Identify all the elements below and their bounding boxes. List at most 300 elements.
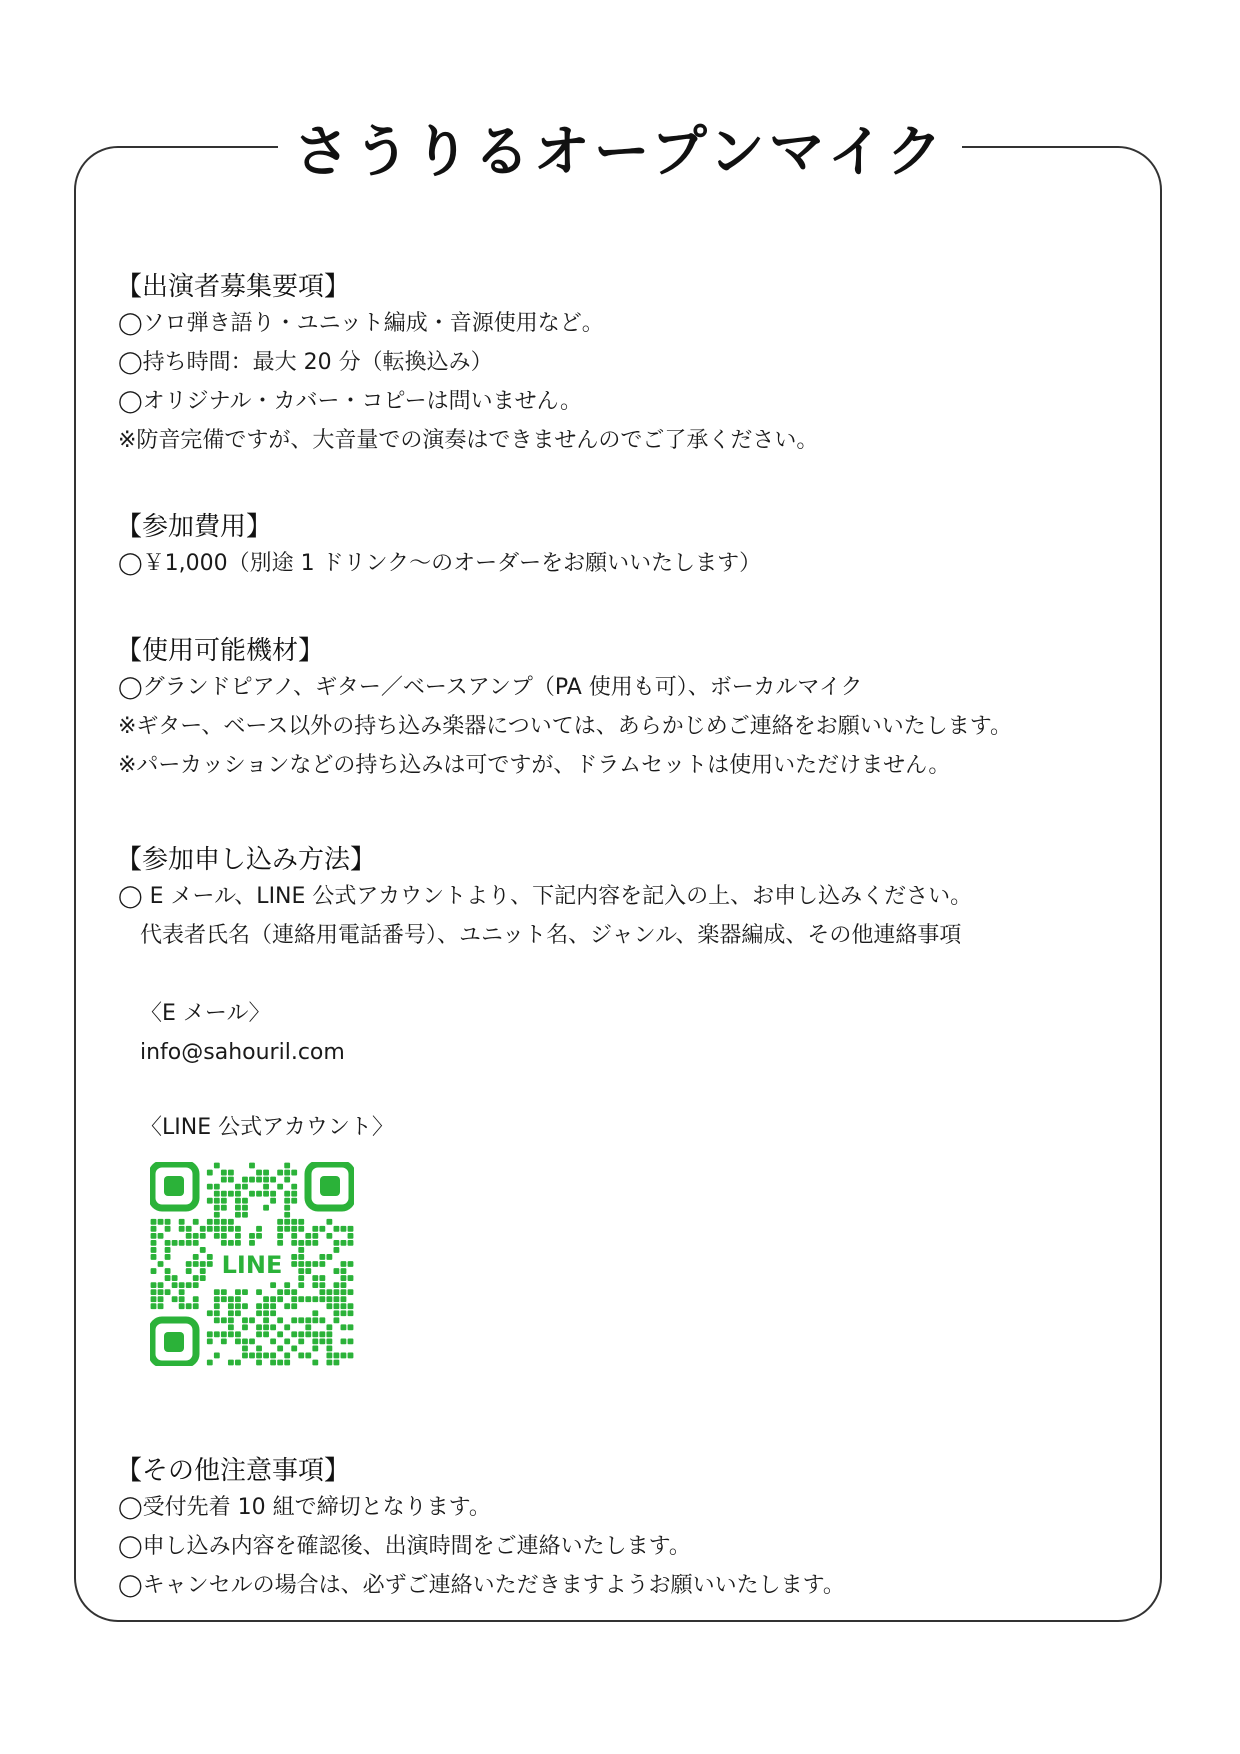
qr-module: [263, 1184, 269, 1190]
qr-module: [249, 1338, 255, 1344]
qr-module: [165, 1275, 171, 1281]
qr-module: [242, 1198, 248, 1204]
qr-module: [200, 1226, 206, 1232]
qr-module: [284, 1303, 290, 1309]
qr-module: [319, 1254, 325, 1260]
qr-module: [214, 1331, 220, 1337]
qr-finder-top-left: [152, 1164, 196, 1208]
line-qr-code[interactable]: [150, 1162, 354, 1366]
qr-module: [334, 1353, 340, 1359]
qr-module: [326, 1254, 332, 1260]
qr-module: [284, 1163, 290, 1169]
qr-module: [214, 1212, 220, 1218]
qr-module: [228, 1177, 234, 1183]
qr-module: [291, 1261, 297, 1267]
qr-module: [235, 1331, 241, 1337]
qr-module: [151, 1282, 157, 1288]
qr-module: [277, 1289, 283, 1295]
qr-module: [348, 1226, 354, 1232]
qr-module: [284, 1205, 290, 1211]
qr-module: [305, 1240, 311, 1246]
qr-module: [214, 1205, 220, 1211]
qr-module: [298, 1226, 304, 1232]
apply-line-2: 代表者氏名（連絡用電話番号）、ユニット名、ジャンル、楽器編成、その他連絡事項: [140, 923, 962, 948]
qr-module: [186, 1233, 192, 1239]
qr-module: [151, 1268, 157, 1274]
qr-module: [334, 1289, 340, 1295]
qr-module: [291, 1219, 297, 1225]
qr-module: [158, 1289, 164, 1295]
qr-module: [228, 1226, 234, 1232]
qr-module: [200, 1233, 206, 1239]
qr-module: [151, 1240, 157, 1246]
qr-module: [221, 1233, 227, 1239]
qr-module: [348, 1261, 354, 1267]
qr-module: [165, 1268, 171, 1274]
qr-module: [305, 1268, 311, 1274]
qr-module: [214, 1191, 220, 1197]
qr-module: [341, 1296, 347, 1302]
qr-module: [179, 1240, 185, 1246]
qr-module: [256, 1346, 262, 1352]
qr-module: [165, 1247, 171, 1253]
qr-module: [256, 1324, 262, 1330]
qr-module: [228, 1219, 234, 1225]
qr-module: [256, 1353, 262, 1359]
qr-module: [298, 1219, 304, 1225]
qr-module: [249, 1240, 255, 1246]
equipment-line-1: ◯グランドピアノ、ギター／ベースアンプ（PA 使用も可）、ボーカルマイク: [118, 675, 863, 700]
qr-module: [256, 1226, 262, 1232]
qr-module: [341, 1282, 347, 1288]
qr-module: [270, 1198, 276, 1204]
qr-module: [193, 1303, 199, 1309]
qr-module: [151, 1226, 157, 1232]
qr-module: [341, 1338, 347, 1344]
qr-module: [277, 1331, 283, 1337]
line-account-label: 〈LINE 公式アカウント〉: [140, 1115, 394, 1140]
qr-module: [256, 1170, 262, 1176]
qr-module: [326, 1353, 332, 1359]
qr-module: [256, 1331, 262, 1337]
qr-module: [235, 1289, 241, 1295]
qr-module: [312, 1310, 318, 1316]
qr-module: [277, 1296, 283, 1302]
qr-module: [207, 1170, 213, 1176]
qr-module: [284, 1353, 290, 1359]
qr-module: [256, 1177, 262, 1183]
qr-module: [242, 1338, 248, 1344]
qr-module: [348, 1338, 354, 1344]
qr-module: [263, 1296, 269, 1302]
qr-module: [348, 1233, 354, 1239]
qr-module: [193, 1254, 199, 1260]
qr-module: [277, 1317, 283, 1323]
qr-module: [207, 1360, 213, 1366]
qr-module: [284, 1282, 290, 1288]
qr-module: [235, 1360, 241, 1366]
qr-module: [207, 1226, 213, 1232]
qr-module: [242, 1184, 248, 1190]
qr-module: [228, 1324, 234, 1330]
qr-module: [221, 1226, 227, 1232]
qr-module: [228, 1303, 234, 1309]
qr-module: [158, 1219, 164, 1225]
qr-module: [263, 1205, 269, 1211]
qr-module: [249, 1353, 255, 1359]
qr-module: [242, 1289, 248, 1295]
qr-module: [291, 1303, 297, 1309]
qr-module: [186, 1226, 192, 1232]
qr-module: [193, 1275, 199, 1281]
qr-module: [158, 1303, 164, 1309]
qr-module: [298, 1261, 304, 1267]
equipment-line-3: ※パーカッションなどの持ち込みは可ですが、ドラムセットは使用いただけません。: [118, 753, 951, 778]
qr-module: [284, 1219, 290, 1225]
qr-module: [193, 1282, 199, 1288]
qr-module: [341, 1324, 347, 1330]
qr-module: [172, 1240, 178, 1246]
recruit-line-3: ◯オリジナル・カバー・コピーは問いません。: [118, 389, 582, 414]
qr-module: [334, 1317, 340, 1323]
qr-module: [277, 1184, 283, 1190]
qr-module: [298, 1268, 304, 1274]
qr-module: [298, 1317, 304, 1323]
qr-module: [319, 1296, 325, 1302]
qr-module: [193, 1219, 199, 1225]
qr-module: [305, 1317, 311, 1323]
qr-module: [214, 1184, 220, 1190]
page-title-wrapper: [0, 108, 1240, 188]
qr-module: [249, 1163, 255, 1169]
qr-module: [270, 1310, 276, 1316]
qr-module: [228, 1317, 234, 1323]
qr-module: [151, 1254, 157, 1260]
equipment-line-2: ※ギター、ベース以外の持ち込み楽器については、あらかじめご連絡をお願いいたします。: [118, 714, 1013, 739]
qr-module: [221, 1338, 227, 1344]
qr-module: [348, 1275, 354, 1281]
qr-module: [334, 1247, 340, 1253]
qr-module: [186, 1268, 192, 1274]
qr-module: [235, 1226, 241, 1232]
section-heading-notes: 【その他注意事項】: [116, 1456, 351, 1486]
qr-module: [193, 1296, 199, 1302]
qr-module: [242, 1353, 248, 1359]
qr-module: [298, 1338, 304, 1344]
notes-line-3: ◯キャンセルの場合は、必ずご連絡いただきますようお願いいたします。: [118, 1573, 845, 1598]
qr-module: [263, 1177, 269, 1183]
qr-line-logo: LINE: [221, 1251, 283, 1279]
qr-module: [319, 1317, 325, 1323]
qr-module: [284, 1177, 290, 1183]
qr-module: [249, 1317, 255, 1323]
qr-module: [242, 1303, 248, 1309]
qr-module: [165, 1219, 171, 1225]
qr-module: [348, 1353, 354, 1359]
qr-module: [270, 1324, 276, 1330]
qr-module: [263, 1317, 269, 1323]
qr-module: [228, 1191, 234, 1197]
recruit-line-1: ◯ソロ弾き語り・ユニット編成・音源使用など。: [118, 311, 604, 336]
section-heading-equipment: 【使用可能機材】: [116, 636, 325, 666]
qr-module: [291, 1240, 297, 1246]
qr-module: [334, 1296, 340, 1302]
qr-module: [284, 1212, 290, 1218]
qr-module: [235, 1184, 241, 1190]
qr-module: [319, 1275, 325, 1281]
qr-module: [242, 1346, 248, 1352]
qr-module: [334, 1360, 340, 1366]
qr-module: [277, 1233, 283, 1239]
qr-module: [179, 1289, 185, 1295]
qr-module: [341, 1289, 347, 1295]
qr-module: [228, 1240, 234, 1246]
qr-module: [221, 1191, 227, 1197]
recruit-line-4: ※防音完備ですが、大音量での演奏はできませんのでご了承ください。: [118, 428, 819, 453]
qr-module: [179, 1303, 185, 1309]
qr-module: [263, 1331, 269, 1337]
qr-module: [305, 1296, 311, 1302]
qr-module: [207, 1331, 213, 1337]
notes-line-2: ◯申し込み内容を確認後、出演時間をご連絡いたします。: [118, 1534, 691, 1559]
apply-line-1: ◯ E メール、LINE 公式アカウントより、下記内容を記入の上、お申し込みください。: [118, 884, 973, 909]
qr-module: [235, 1212, 241, 1218]
qr-module: [242, 1324, 248, 1330]
qr-module: [305, 1324, 311, 1330]
qr-module: [326, 1233, 332, 1239]
qr-module: [334, 1240, 340, 1246]
qr-module: [263, 1170, 269, 1176]
qr-module: [319, 1289, 325, 1295]
qr-module: [165, 1289, 171, 1295]
qr-module: [270, 1282, 276, 1288]
qr-module: [207, 1310, 213, 1316]
fee-line-1: ◯￥1,000（別途 1 ドリンク〜のオーダーをお願いいたします）: [118, 551, 762, 576]
qr-module: [172, 1275, 178, 1281]
qr-module: [326, 1303, 332, 1309]
qr-module: [256, 1289, 262, 1295]
qr-module: [319, 1338, 325, 1344]
qr-module: [214, 1163, 220, 1169]
qr-module: [242, 1177, 248, 1183]
qr-module: [312, 1360, 318, 1366]
qr-module: [291, 1346, 297, 1352]
qr-module: [326, 1324, 332, 1330]
qr-module: [284, 1198, 290, 1204]
qr-finder-top-right: [308, 1164, 352, 1208]
qr-module: [277, 1346, 283, 1352]
qr-module: [348, 1310, 354, 1316]
qr-module: [348, 1324, 354, 1330]
qr-module: [235, 1303, 241, 1309]
qr-module: [214, 1317, 220, 1323]
qr-module: [221, 1170, 227, 1176]
qr-module: [151, 1247, 157, 1253]
qr-module: [341, 1310, 347, 1316]
qr-module: [186, 1303, 192, 1309]
qr-module: [151, 1219, 157, 1225]
qr-module: [235, 1191, 241, 1197]
qr-module: [312, 1240, 318, 1246]
qr-module: [256, 1191, 262, 1197]
qr-module: [158, 1296, 164, 1302]
qr-module: [305, 1261, 311, 1267]
qr-module: [312, 1346, 318, 1352]
qr-module: [158, 1233, 164, 1239]
qr-module: [228, 1170, 234, 1176]
qr-module: [151, 1233, 157, 1239]
qr-finder-bottom-left: [152, 1320, 196, 1364]
qr-module: [207, 1184, 213, 1190]
qr-module: [249, 1191, 255, 1197]
qr-module: [305, 1331, 311, 1337]
qr-module: [256, 1233, 262, 1239]
qr-module: [284, 1226, 290, 1232]
qr-module: [284, 1170, 290, 1176]
qr-module: [221, 1317, 227, 1323]
qr-module: [284, 1324, 290, 1330]
qr-module: [207, 1254, 213, 1260]
qr-module: [200, 1247, 206, 1253]
qr-module: [270, 1177, 276, 1183]
email-address[interactable]: info@sahouril.com: [140, 1040, 345, 1065]
qr-module: [235, 1338, 241, 1344]
qr-module: [341, 1240, 347, 1246]
qr-module: [214, 1296, 220, 1302]
qr-module: [221, 1289, 227, 1295]
section-heading-apply: 【参加申し込み方法】: [116, 845, 377, 875]
qr-module: [341, 1268, 347, 1274]
qr-module: [312, 1331, 318, 1337]
qr-module: [151, 1303, 157, 1309]
qr-module: [298, 1240, 304, 1246]
qr-module: [214, 1303, 220, 1309]
notes-line-1: ◯受付先着 10 組で締切となります。: [118, 1495, 491, 1520]
qr-module: [207, 1198, 213, 1204]
qr-module: [263, 1303, 269, 1309]
qr-module: [326, 1219, 332, 1225]
qr-module: [277, 1240, 283, 1246]
qr-module: [312, 1226, 318, 1232]
qr-module: [298, 1331, 304, 1337]
qr-module: [207, 1338, 213, 1344]
qr-module: [186, 1261, 192, 1267]
qr-module: [298, 1296, 304, 1302]
qr-module: [235, 1205, 241, 1211]
page-title: さうりるオープンマイク: [278, 120, 963, 185]
qr-module: [186, 1282, 192, 1288]
qr-module: [186, 1240, 192, 1246]
qr-module: [235, 1240, 241, 1246]
qr-module: [214, 1219, 220, 1225]
qr-module: [193, 1261, 199, 1267]
qr-module: [334, 1303, 340, 1309]
qr-module: [207, 1261, 213, 1267]
section-heading-fee: 【参加費用】: [116, 512, 273, 542]
qr-module: [179, 1282, 185, 1288]
qr-module: [305, 1353, 311, 1359]
qr-module: [214, 1289, 220, 1295]
qr-module: [341, 1353, 347, 1359]
qr-module: [291, 1184, 297, 1190]
qr-module: [298, 1353, 304, 1359]
qr-module: [291, 1254, 297, 1260]
qr-module: [341, 1303, 347, 1309]
qr-module: [242, 1212, 248, 1218]
qr-module: [200, 1275, 206, 1281]
qr-module: [298, 1275, 304, 1281]
recruit-line-2: ◯持ち時間：最大 20 分（転換込み）: [118, 350, 493, 375]
qr-module: [298, 1247, 304, 1253]
qr-module: [319, 1331, 325, 1337]
qr-module: [326, 1331, 332, 1337]
qr-module: [341, 1275, 347, 1281]
qr-module: [165, 1240, 171, 1246]
qr-module: [242, 1205, 248, 1211]
qr-module: [312, 1296, 318, 1302]
qr-module: [298, 1282, 304, 1288]
qr-module: [341, 1261, 347, 1267]
qr-module: [326, 1296, 332, 1302]
qr-module: [291, 1233, 297, 1239]
qr-module: [270, 1191, 276, 1197]
qr-module: [165, 1226, 171, 1232]
qr-module: [270, 1296, 276, 1302]
qr-module: [277, 1219, 283, 1225]
qr-module: [291, 1296, 297, 1302]
qr-module: [193, 1233, 199, 1239]
qr-module: [214, 1198, 220, 1204]
qr-module: [326, 1338, 332, 1344]
qr-module: [235, 1198, 241, 1204]
qr-module: [256, 1303, 262, 1309]
qr-module: [228, 1310, 234, 1316]
qr-module: [319, 1261, 325, 1267]
qr-module: [235, 1233, 241, 1239]
qr-module: [312, 1282, 318, 1288]
qr-module: [291, 1226, 297, 1232]
qr-module: [263, 1324, 269, 1330]
qr-module: [249, 1177, 255, 1183]
qr-module: [228, 1331, 234, 1337]
qr-module: [158, 1261, 164, 1267]
qr-module: [221, 1240, 227, 1246]
qr-module: [334, 1226, 340, 1232]
qr-module: [270, 1303, 276, 1309]
qr-module: [214, 1310, 220, 1316]
qr-module: [165, 1254, 171, 1260]
qr-module: [312, 1338, 318, 1344]
qr-module: [235, 1296, 241, 1302]
qr-module: [312, 1317, 318, 1323]
qr-module: [214, 1226, 220, 1232]
qr-module: [256, 1360, 262, 1366]
qr-module: [242, 1317, 248, 1323]
qr-module: [291, 1198, 297, 1204]
qr-module: [235, 1310, 241, 1316]
qr-module: [200, 1268, 206, 1274]
qr-module: [214, 1233, 220, 1239]
qr-module: [291, 1331, 297, 1337]
qr-module: [312, 1233, 318, 1239]
qr-module: [151, 1289, 157, 1295]
qr-module: [228, 1296, 234, 1302]
qr-module: [326, 1289, 332, 1295]
qr-module: [172, 1296, 178, 1302]
qr-module: [263, 1353, 269, 1359]
qr-module: [249, 1233, 255, 1239]
qr-module: [193, 1240, 199, 1246]
